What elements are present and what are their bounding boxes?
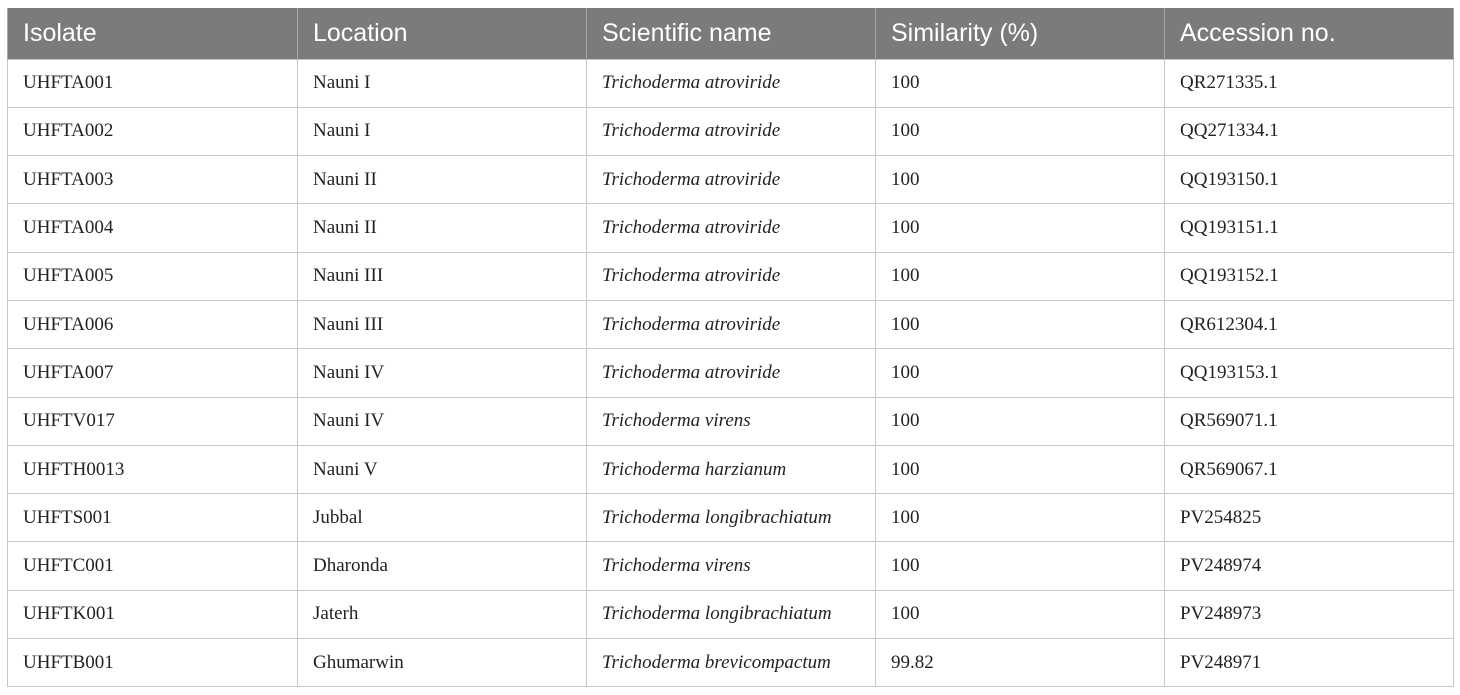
cell-scientific-name: Trichoderma atroviride xyxy=(587,349,876,397)
cell-isolate: UHFTA005 xyxy=(8,252,298,300)
header-scientific-name: Scientific name xyxy=(587,8,876,59)
header-row xyxy=(8,8,1454,59)
cell-scientific-name: Trichoderma atroviride xyxy=(587,107,876,155)
table-row xyxy=(8,445,1454,493)
table-row xyxy=(8,59,1454,107)
cell-isolate: UHFTA001 xyxy=(8,59,298,107)
cell-accession: QR569071.1 xyxy=(1165,397,1454,445)
cell-isolate: UHFTA003 xyxy=(8,156,298,204)
table-row xyxy=(8,494,1454,542)
cell-location: Nauni III xyxy=(298,252,587,300)
cell-accession: PV254825 xyxy=(1165,494,1454,542)
table-row xyxy=(8,252,1454,300)
cell-similarity: 100 xyxy=(876,204,1165,252)
table-row xyxy=(8,639,1454,687)
cell-similarity: 100 xyxy=(876,349,1165,397)
cell-isolate: UHFTH0013 xyxy=(8,445,298,493)
cell-scientific-name: Trichoderma longibrachiatum xyxy=(587,590,876,638)
cell-location: Ghumarwin xyxy=(298,639,587,687)
header-location: Location xyxy=(298,8,587,59)
table-body xyxy=(8,59,1454,687)
cell-isolate: UHFTA004 xyxy=(8,204,298,252)
cell-similarity: 100 xyxy=(876,542,1165,590)
cell-scientific-name: Trichoderma atroviride xyxy=(587,59,876,107)
cell-similarity: 100 xyxy=(876,494,1165,542)
cell-scientific-name: Trichoderma harzianum xyxy=(587,445,876,493)
table-row xyxy=(8,156,1454,204)
cell-location: Nauni I xyxy=(298,107,587,155)
cell-accession: PV248974 xyxy=(1165,542,1454,590)
cell-accession: QQ193152.1 xyxy=(1165,252,1454,300)
table-row xyxy=(8,107,1454,155)
header-accession: Accession no. xyxy=(1165,8,1454,59)
cell-accession: QQ193153.1 xyxy=(1165,349,1454,397)
cell-isolate: UHFTK001 xyxy=(8,590,298,638)
cell-accession: PV248971 xyxy=(1165,639,1454,687)
cell-location: Dharonda xyxy=(298,542,587,590)
cell-scientific-name: Trichoderma atroviride xyxy=(587,156,876,204)
table-row xyxy=(8,397,1454,445)
cell-similarity: 100 xyxy=(876,107,1165,155)
cell-scientific-name: Trichoderma atroviride xyxy=(587,300,876,348)
cell-scientific-name: Trichoderma virens xyxy=(587,542,876,590)
table-row xyxy=(8,204,1454,252)
header-isolate: Isolate xyxy=(8,8,298,59)
cell-accession: QQ193151.1 xyxy=(1165,204,1454,252)
table-row xyxy=(8,590,1454,638)
cell-scientific-name: Trichoderma atroviride xyxy=(587,252,876,300)
cell-location: Nauni IV xyxy=(298,397,587,445)
isolates-table-container xyxy=(7,8,1453,687)
header-similarity: Similarity (%) xyxy=(876,8,1165,59)
cell-scientific-name: Trichoderma virens xyxy=(587,397,876,445)
cell-location: Nauni II xyxy=(298,156,587,204)
cell-accession: QR569067.1 xyxy=(1165,445,1454,493)
cell-accession: PV248973 xyxy=(1165,590,1454,638)
cell-scientific-name: Trichoderma brevicompactum xyxy=(587,639,876,687)
cell-location: Nauni V xyxy=(298,445,587,493)
cell-similarity: 99.82 xyxy=(876,639,1165,687)
cell-location: Jubbal xyxy=(298,494,587,542)
cell-accession: QQ193150.1 xyxy=(1165,156,1454,204)
cell-location: Nauni II xyxy=(298,204,587,252)
cell-accession: QR612304.1 xyxy=(1165,300,1454,348)
table-row xyxy=(8,542,1454,590)
cell-similarity: 100 xyxy=(876,300,1165,348)
cell-scientific-name: Trichoderma longibrachiatum xyxy=(587,494,876,542)
cell-location: Jaterh xyxy=(298,590,587,638)
cell-isolate: UHFTB001 xyxy=(8,639,298,687)
cell-location: Nauni III xyxy=(298,300,587,348)
table-row xyxy=(8,349,1454,397)
cell-similarity: 100 xyxy=(876,156,1165,204)
cell-accession: QQ271334.1 xyxy=(1165,107,1454,155)
cell-isolate: UHFTS001 xyxy=(8,494,298,542)
cell-location: Nauni I xyxy=(298,59,587,107)
cell-isolate: UHFTV017 xyxy=(8,397,298,445)
cell-isolate: UHFTA007 xyxy=(8,349,298,397)
cell-location: Nauni IV xyxy=(298,349,587,397)
cell-scientific-name: Trichoderma atroviride xyxy=(587,204,876,252)
table-row xyxy=(8,300,1454,348)
cell-similarity: 100 xyxy=(876,397,1165,445)
cell-similarity: 100 xyxy=(876,590,1165,638)
cell-accession: QR271335.1 xyxy=(1165,59,1454,107)
cell-similarity: 100 xyxy=(876,252,1165,300)
table-header xyxy=(8,8,1454,59)
isolates-table xyxy=(7,8,1454,687)
cell-isolate: UHFTA006 xyxy=(8,300,298,348)
cell-similarity: 100 xyxy=(876,445,1165,493)
cell-isolate: UHFTC001 xyxy=(8,542,298,590)
cell-isolate: UHFTA002 xyxy=(8,107,298,155)
cell-similarity: 100 xyxy=(876,59,1165,107)
